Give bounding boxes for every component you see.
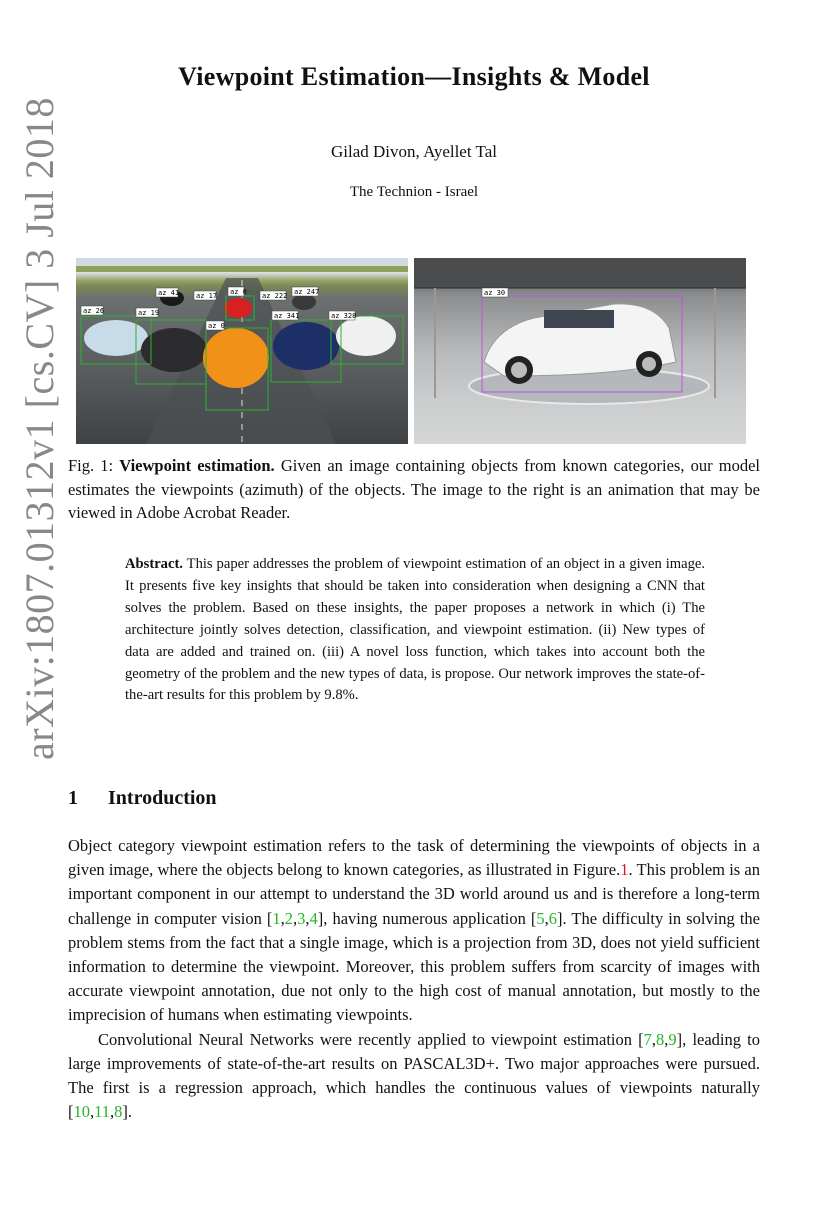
text-run: ], having numerous application [ <box>317 908 537 928</box>
citation-link[interactable]: 7 <box>643 1029 652 1049</box>
citation-link[interactable]: 6 <box>548 908 558 928</box>
abstract <box>125 554 705 707</box>
authors: Gilad Divon, Ayellet Tal <box>331 142 497 161</box>
az-label: az 30 <box>484 289 506 297</box>
citation-link[interactable]: 4 <box>309 908 318 928</box>
paragraph: Convolutional Neural Networks were recently applied to viewpoint estimation [7,8,9], leading to large improvements of state-of-the-art results on PASCAL3D+. Two major approaches were pursued. The first is a regression approach, which handles the continuous values of viewpoints naturally [10,11,8]. <box>68 1029 760 1122</box>
az-label: az 17 <box>196 292 218 300</box>
text-run: . This problem is an important component in our attempt to understand the 3D world around us and is therefore a long-term challenge in computer vision [ <box>68 860 760 928</box>
caption-prefix: Fig. 1: <box>68 456 114 475</box>
az-label: az 247 <box>294 288 320 296</box>
az-label: az 328 <box>331 312 357 320</box>
paragraph: Object category viewpoint estimation refers to the task of determining the viewpoints of objects in a given image, where the objects belong to known categories, as illustrated in Figure.1. This problem is an important component in our attempt to understand the 3D world around us and is therefore a long-term challenge in computer vision [1,2,3,4], having numerous application [5,6]. The difficulty in solving the problem stems from the fact that a single image, which is a projection from 3D, does not yield sufficient information to determine the viewpoint. Moreover, this problem suffers from scarcity of images with accurate viewpoint annotation, due not only to the high cost of manual annotation, but mostly to the imprecision of humans when estimating viewpoints. <box>68 836 760 1025</box>
az-label: az 0 <box>230 288 247 296</box>
citation-link[interactable]: 1 <box>272 908 281 928</box>
az-label: az 222 <box>262 292 288 300</box>
caption-text: Given an image containing objects from known categories, our model estimates the viewpoints (azimuth) of the objects. The image to the right is an animation that may be viewed in Adobe Acrobat Reader. <box>68 456 761 522</box>
az-label: az 0 <box>208 322 225 330</box>
figure-image-cars-runway <box>76 258 408 444</box>
text-run: Object category viewpoint estimation refers to the task of determining the viewpoints of objects in a given image, where the objects belong to known categories, as illustrated in Figure. <box>68 836 760 880</box>
citation-link[interactable]: 9 <box>668 1029 677 1049</box>
arxiv-stamp: arXiv:1807.01312v1 [cs.CV] 3 Jul 2018 <box>17 97 62 760</box>
az-label: az 26 <box>83 307 105 315</box>
text-run: ]. The difficulty in solving the problem stems from the fact that a single image, which is a projection from 3D, does not yield sufficient information to determine the viewpoint. Moreover, this problem suffers from scarcity of images with accurate viewpoint annotation, due not only to the high cost of manual annotation, but mostly to the imprecision of humans when estimating viewpoints. <box>68 908 760 1025</box>
section-heading <box>68 787 217 810</box>
abstract-label: Abstract. <box>125 556 183 572</box>
text-run: Convolutional Neural Networks were recently applied to viewpoint estimation [ <box>98 1029 644 1049</box>
introduction-body <box>68 834 760 1124</box>
citation-link[interactable]: 8 <box>114 1102 123 1122</box>
az-label: az 19 <box>138 309 160 317</box>
text-run: ]. <box>122 1102 133 1122</box>
paper-title: Viewpoint Estimation—Insights & Model <box>178 62 650 91</box>
caption-bold: Viewpoint estimation. <box>119 456 275 475</box>
az-label: az 41 <box>158 289 180 297</box>
citation-link[interactable]: 5 <box>536 908 545 928</box>
figure-1 <box>76 258 746 445</box>
suv-turntable-illustration <box>414 258 746 444</box>
section-number: 1 <box>68 787 78 809</box>
figure-ref-link[interactable]: 1 <box>620 860 629 880</box>
citation-link[interactable]: 8 <box>656 1029 665 1049</box>
citation-link[interactable]: 11 <box>94 1102 111 1122</box>
citation-link[interactable]: 2 <box>284 908 294 928</box>
figure-image-suv-turntable <box>414 258 746 444</box>
az-label: az 341 <box>274 312 300 320</box>
citation-link[interactable]: 3 <box>297 908 306 928</box>
affiliation: The Technion - Israel <box>349 184 479 200</box>
citation-link[interactable]: 10 <box>73 1102 90 1122</box>
figure-caption <box>68 454 760 525</box>
cars-runway-illustration <box>76 258 408 444</box>
text-run: ], leading to large improvements of state-of-the-art results on PASCAL3D+. Two major approaches were pursued. The first is a regression approach, which handles the continuous values of viewpoints naturally [ <box>68 1029 760 1122</box>
abstract-text: This paper addresses the problem of viewpoint estimation of an object in a given image. It presents five key insights that should be taken into consideration when designing a CNN that solves the problem. Based on these insights, the paper proposes a network in which (i) The architecture jointly solves detection, classification, and viewpoint estimation. (ii) New types of data are added and trained on. (iii) A novel loss function, which takes into account both the geometry of the problem and the new types of data, is propose. Our network improves the state-of-the-art results for this problem by 9.8%. <box>125 556 705 704</box>
section-title: Introduction <box>108 787 217 809</box>
